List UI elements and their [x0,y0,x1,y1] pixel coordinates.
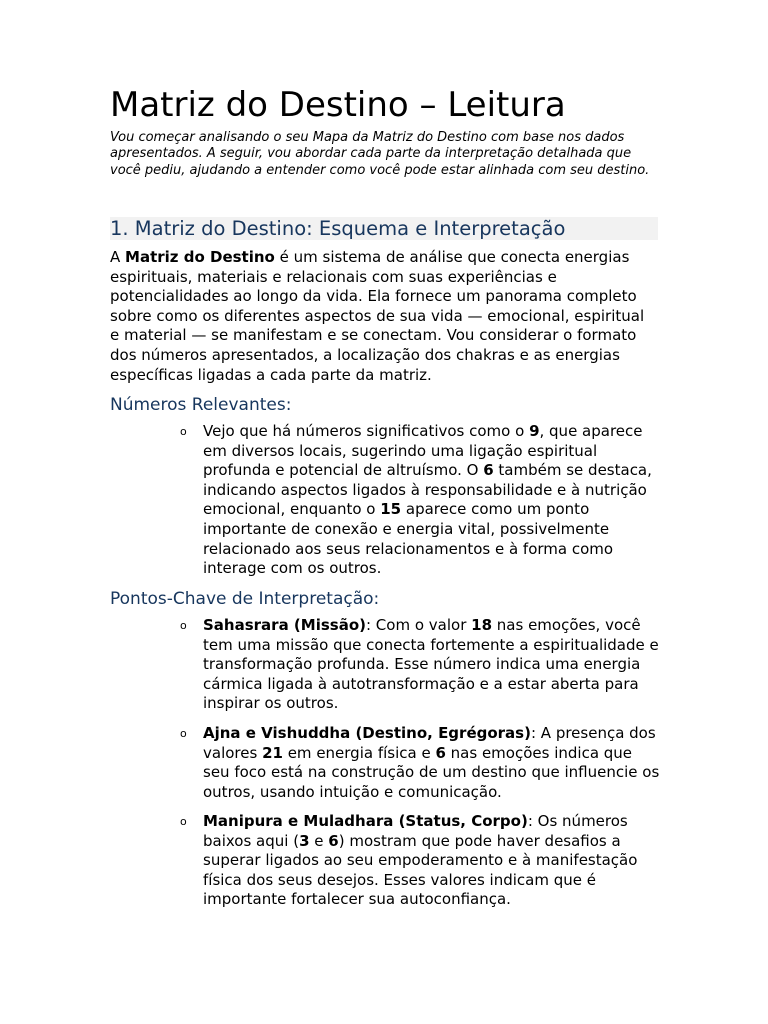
bold-number: 21 [262,743,283,762]
bold-text: Manipura e Muladhara (Status, Corpo) [203,812,528,830]
bold-number: 6 [328,831,339,850]
bold-number: 6 [435,743,446,762]
bullet-icon: o [180,619,187,632]
pontos-list [180,616,660,714]
list-item [180,812,660,910]
list-item [180,724,660,802]
text: também se destaca, indicando aspectos ligados à responsabilidade e à nutrição emocional, enquanto o [203,461,652,519]
bullet-icon: o [180,425,187,438]
subheading-numeros: Números Relevantes: [110,395,292,415]
bullet-icon: o [180,815,187,828]
intro-paragraph: Vou começar analisando o seu Mapa da Matriz do Destino com base nos dados apresentados. A seguir, vou abordar cada parte da interpretação detalhada que você pediu, ajudando a entender como você pode estar alinhada com seu destino. [110,130,650,178]
list-item [180,616,660,714]
subheading-pontos: Pontos-Chave de Interpretação: [110,589,380,609]
text: : Com o valor [365,616,472,634]
text: em energia física e [282,743,436,762]
bullet-icon: o [180,727,187,740]
text: : A presença dos valores [203,724,656,762]
text: , que aparece em diversos locais, sugerindo uma ligação espiritual profunda e potencial de altruísmo. O [203,422,643,480]
text: Vejo que há números significativos como o [203,422,530,440]
bold-text: Ajna e Vishuddha (Destino, Egrégoras) [203,724,531,742]
section-heading: 1. Matriz do Destino: Esquema e Interpretação [110,217,658,240]
bold-number: 3 [299,831,310,850]
bold-text: Sahasrara (Missão) [203,616,366,634]
pontos-list [180,724,660,802]
list-item [180,422,660,579]
bold-number: 18 [471,616,493,634]
text: e [309,831,329,850]
bold-number: 15 [380,500,402,519]
section-paragraph [110,248,658,385]
text: nas emoções indica que seu foco está na construção de um destino que influencie os outros, usando intuição e comunicação. [203,743,660,801]
text: é um sistema de análise que conecta energias espirituais, materiais e relacionais com suas experiências e potencialidades ao longo da vida. Ela fornece um panorama completo sobre como os diferentes aspectos de sua vida — emocional, espiritual e material — se manifestam e se conectam. Vou considerar o formato dos números apresentados, a localização dos chakras e as energias específicas ligadas a cada parte da matriz. [110,248,645,384]
document-title: Matriz do Destino – Leitura [110,85,566,125]
text: : Os números baixos aqui ( [203,812,628,850]
text: A [110,248,126,266]
text: aparece como um ponto importante de conexão e energia vital, possivelmente relacionado aos seus relacionamentos e à forma como interage com os outros. [203,500,614,578]
pontos-list [180,812,660,910]
text: nas emoções, você tem uma missão que conecta fortemente a espiritualidade e transformação profunda. Esse número indica uma energia cármica ligada à autotransformação e a estar aberta para inspirar os outros. [203,616,659,713]
text: ) mostram que pode haver desafios a superar ligados ao seu empoderamento e à manifestação física dos seus desejos. Esses valores indicam que é importante fortalecer sua autoconfiança. [203,831,638,909]
bold-text: Matriz do Destino [125,248,275,266]
bold-number: 9 [529,422,540,440]
bold-number: 6 [483,461,494,480]
numeros-list [180,422,660,579]
